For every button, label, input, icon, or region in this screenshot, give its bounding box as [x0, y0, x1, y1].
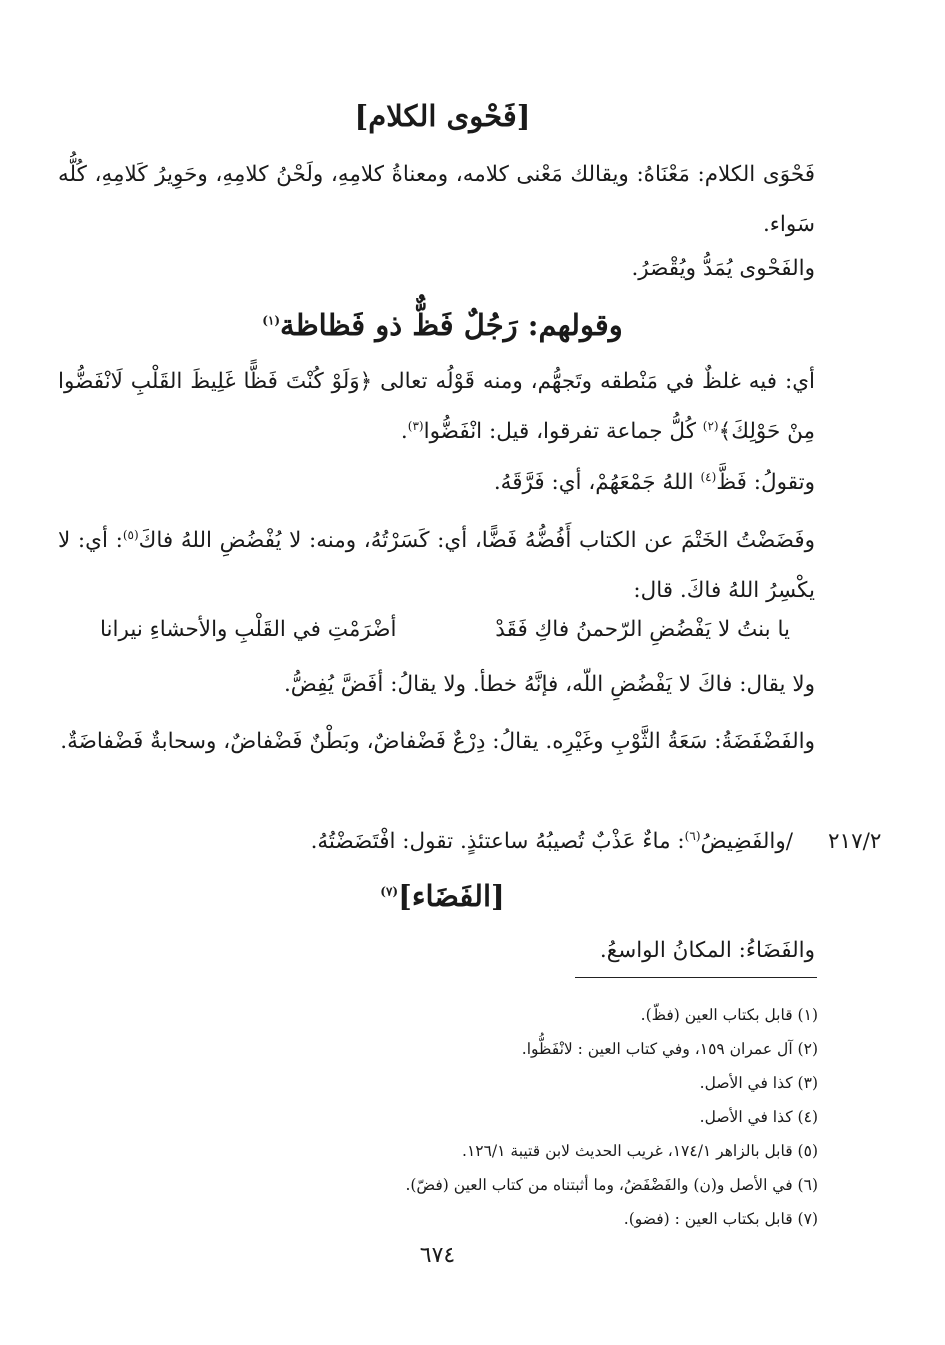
text-run: وتقولُ: فَظَّ [716, 470, 815, 495]
text-run: . [400, 419, 408, 444]
footnote-separator [575, 977, 817, 978]
footnote-item: (٤) كذا في الأصل. [699, 1108, 818, 1126]
page-number: ٦٧٤ [419, 1243, 456, 1268]
paragraph-fahwa-length: والفَحْوى يُمَدُّ ويُقْصَرُ. [631, 256, 815, 281]
footnote-marker: (٦) [684, 828, 701, 843]
footnote-item: (٢) آل عمران ١٥٩، وفي كتاب العين : لانْفَظُّوا. [521, 1040, 818, 1058]
text-run: : أي: لا يكْسِرُ اللهُ فاكَ. قال: [58, 528, 815, 603]
paragraph-fadd-seal [58, 516, 815, 616]
footnote-marker: (٥) [122, 527, 139, 542]
footnote-marker: (٣) [407, 418, 424, 433]
footnote-marker: (٤) [700, 469, 717, 484]
heading-text: وقولهم: رَجُلٌ فَظٌّ ذو فَظاظة [280, 308, 623, 342]
footnote-item: (٧) قابل بكتاب العين : (فضو). [623, 1210, 818, 1228]
section-heading-fada [60, 876, 825, 916]
footnote-marker: (١) [262, 313, 281, 328]
paragraph-fada: والفَضَاءُ: المكانُ الواسعُ. [599, 938, 815, 963]
text-run: /والفَضِيضُ [700, 829, 793, 854]
footnote-item: (٣) كذا في الأصل. [699, 1074, 818, 1092]
heading-text: [فَحْوى الكلام] [354, 99, 531, 133]
paragraph-fadd-error: ولا يقال: فاكَ لا يَفْضُضِ اللّه، فإنَّهُ خطأ. ولا يقالُ: أفَضَّ يُفِضُّ. [283, 672, 815, 697]
text-run: : ماءٌ عَذْبٌ تُصيبُهُ ساعتئذٍ. تقول: افْتَضَضْتُهُ. [310, 829, 685, 854]
quran-citation: أي: فيه غلظٌ في مَنْطقه وتَجهُّم، ومنه قَوْلُه تعالى ﴿وَلَوْ كُنْتَ فَظًّا غَلِيظَ القَلْبِ لَانْفَضُّوا مِنْ حَوْلِكَ﴾ [58, 369, 815, 444]
heading-text: [الفَضَاء] [398, 879, 505, 913]
footnote-item: (١) قابل بكتاب العين (فظّ). [640, 1006, 818, 1024]
footnote-item: (٦) في الأصل و(ن) والفَضْفَضُ، وما أثبتناه من كتاب العين (فضّ). [405, 1176, 818, 1194]
footnotes-list [300, 998, 818, 1236]
footnote-item: (٥) قابل بالزاهر ١٧٤/١، غريب الحديث لابن قتيبة ١٢٦/١. [462, 1142, 818, 1160]
section-heading-fazz [60, 305, 825, 345]
margin-manuscript-reference: ٢١٧/٢ [828, 829, 882, 854]
footnote-marker: (٧) [380, 884, 399, 899]
text-run: اللهُ جَمْعَهُمْ، أي: فَرَّقَهُ. [493, 470, 701, 495]
paragraph-fazz-usage [58, 458, 815, 508]
paragraph-fadfada: والفَضْفَضَةُ: سَعَةُ الثَّوْبِ وغَيْرِه. يقالُ: دِرْعٌ فَضْفاضٌ، وبَطْنٌ فَضْفاضٌ، وسحابةٌ فَضْفاضَةٌ. [60, 729, 815, 754]
footnote-marker: (٢) [702, 418, 719, 433]
section-heading-fahwa [60, 96, 825, 136]
text-run: وفَضَضْتُ الخَتْمَ عن الكتاب أَفُضُّهُ فَضًّا، أي: كَسَرْتُهُ، ومنه: لا يُفْضُضِ اللهُ فاكَ [138, 528, 815, 553]
verse-second-hemistich: أضْرَمْتِ في القَلْبِ والأحشاءِ نيرانا [100, 617, 397, 642]
paragraph-fahwa-meaning: فَحْوَى الكلام: مَعْنَاهُ: ويقالك مَعْنى كلامه، ومعناةُ كلامِهِ، ولَحْنُ كلامِهِ، وحَوِيرُ كَلامِهِ، كُلُّه سَواء. [58, 162, 815, 237]
text-run: كُلُّ جماعة تفرقوا، قيل: انْفَضُّوا [423, 419, 703, 444]
paragraph-fadid [58, 817, 793, 867]
verse-first-hemistich: يا بنتُ لا يَفْضُضِ الرّحمنُ فاكِ فَقَدْ [495, 617, 790, 642]
paragraph-fazz-definition [58, 357, 815, 457]
